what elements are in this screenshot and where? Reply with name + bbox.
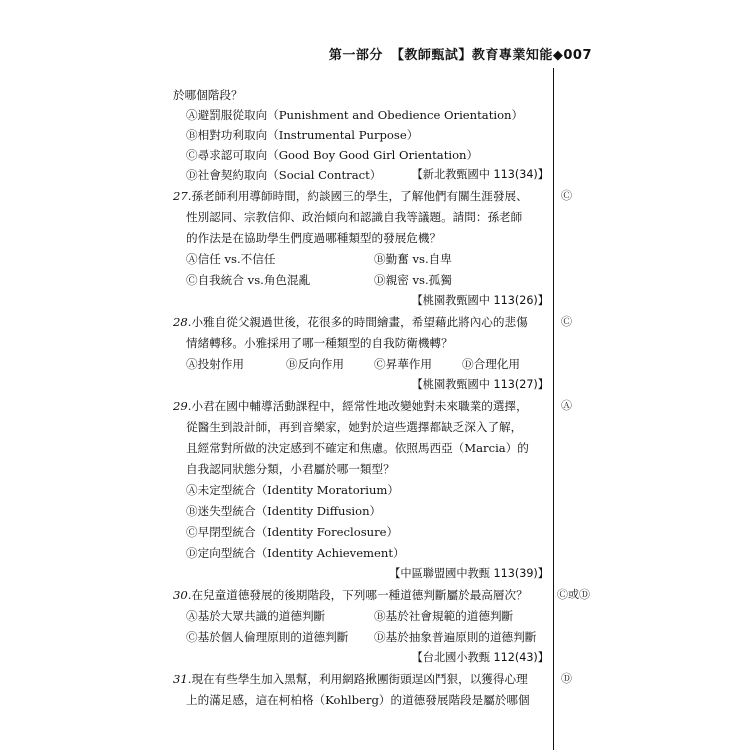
header-book-title: 【教師甄試】教育專業知能: [390, 48, 553, 63]
prev-question-tail: 於哪個階段？: [173, 88, 243, 102]
header-part: 第一部分: [328, 48, 383, 63]
q29-text-4: 自我認同狀態分類，小君屬於哪一類型？: [186, 462, 395, 476]
q27-text-2: 性別認同、宗教信仰、政治傾向和認識自我等議題。請問：孫老師: [186, 210, 523, 224]
q29-option-d: Ⓓ定向型統合（Identity Achievement）: [186, 546, 405, 560]
q29-text-3: 且經常對所做的決定感到不確定和焦慮。依照馬西亞（Marcia）的: [186, 441, 529, 455]
q30-line-1: [173, 587, 528, 603]
q27-options-row-2: [186, 272, 546, 288]
q27-source: 【桃園教甄國中 113(26)】: [411, 294, 549, 307]
q29-line-1: [173, 398, 528, 414]
q27-option-a: Ⓐ信任 vs.不信任: [186, 252, 276, 266]
q28-source: 【桃園教甄國中 113(27)】: [411, 378, 549, 391]
q29-source: 【中區聯盟國中教甄 113(39)】: [389, 567, 549, 580]
q29-text-2: 從醫生到設計師，再到音樂家，她對於這些選擇都缺乏深入了解，: [186, 420, 523, 434]
header-page-number: ◆007: [552, 48, 592, 63]
q27-option-d: Ⓓ親密 vs.孤獨: [374, 273, 452, 287]
q29-option-a: Ⓐ未定型統合（Identity Moratorium）: [186, 483, 399, 497]
q30-source: 【台北國小教甄 112(43)】: [411, 651, 549, 664]
q28-option-b: Ⓑ反向作用: [286, 357, 344, 371]
q27-line-1: [173, 188, 528, 204]
running-header: [329, 44, 592, 63]
q28-text-2: 情緒轉移。小雅採用了哪一種類型的自我防衛機轉？: [186, 336, 453, 350]
answer-column-divider: [553, 68, 554, 750]
q29-answer: Ⓐ: [561, 399, 572, 412]
q30-option-b: Ⓑ基於社會規範的道德判斷: [374, 609, 514, 623]
q31-text-2: 上的滿足感，這在柯柏格（Kohlberg）的道德發展階段是屬於哪個: [186, 693, 530, 707]
q29-number: 29.: [173, 399, 192, 413]
q30-option-a: Ⓐ基於大眾共識的道德判斷: [186, 609, 326, 623]
q29-option-c: Ⓒ早閉型統合（Identity Foreclosure）: [186, 525, 399, 539]
q27-number: 27.: [173, 189, 192, 203]
prev-source: 【新北教甄國中 113(34)】: [411, 168, 549, 181]
q27-text-3: 的作法是在協助學生們度過哪種類型的發展危機？: [186, 231, 442, 245]
q27-answer: Ⓒ: [561, 189, 572, 202]
q30-options-row-1: [186, 608, 546, 624]
prev-option-c: Ⓒ尋求認可取向（Good Boy Good Girl Orientation）: [186, 148, 479, 162]
q30-option-d: Ⓓ基於抽象普遍原則的道德判斷: [374, 630, 537, 644]
q28-number: 28.: [173, 315, 192, 329]
q28-text-1: 小雅自從父親過世後，花很多的時間繪畫，希望藉此將內心的悲傷: [191, 315, 528, 329]
q29-text-1: 小君在國中輔導活動課程中，經常性地改變她對未來職業的選擇，: [191, 399, 528, 413]
q28-option-a: Ⓐ投射作用: [186, 357, 244, 371]
q27-option-b: Ⓑ勤奮 vs.自卑: [374, 252, 452, 266]
q28-options-row: [186, 356, 546, 372]
q31-text-1: 現在有些學生加入黑幫，利用網路揪團街頭逞凶鬥狠，以獲得心理: [191, 672, 528, 686]
q28-line-1: [173, 314, 528, 330]
q31-line-1: [173, 671, 528, 687]
q30-options-row-2: [186, 629, 546, 645]
q28-option-d: Ⓓ合理化用: [462, 357, 520, 371]
q31-number: 31.: [173, 672, 192, 686]
q28-option-c: Ⓒ昇華作用: [374, 357, 432, 371]
q30-number: 30.: [173, 588, 192, 602]
q29-option-b: Ⓑ迷失型統合（Identity Diffusion）: [186, 504, 382, 518]
q30-option-c: Ⓒ基於個人倫理原則的道德判斷: [186, 630, 349, 644]
prev-option-a: Ⓐ避罰服從取向（Punishment and Obedience Orientation）: [186, 108, 524, 122]
q27-option-c: Ⓒ自我統合 vs.角色混亂: [186, 273, 311, 287]
prev-option-b: Ⓑ相對功利取向（Instrumental Purpose）: [186, 128, 419, 142]
q27-text-1: 孫老師利用導師時間，約談國三的學生，了解他們有關生涯發展、: [191, 189, 528, 203]
q28-answer: Ⓒ: [561, 315, 572, 328]
prev-option-d: Ⓓ社會契約取向（Social Contract）: [186, 168, 382, 182]
q27-options-row-1: [186, 251, 546, 267]
q30-text-1: 在兒童道德發展的後期階段，下列哪一種道德判斷屬於最高層次？: [191, 588, 528, 602]
q30-answer: Ⓒ或Ⓓ: [557, 588, 590, 601]
q31-answer: Ⓓ: [561, 672, 572, 685]
